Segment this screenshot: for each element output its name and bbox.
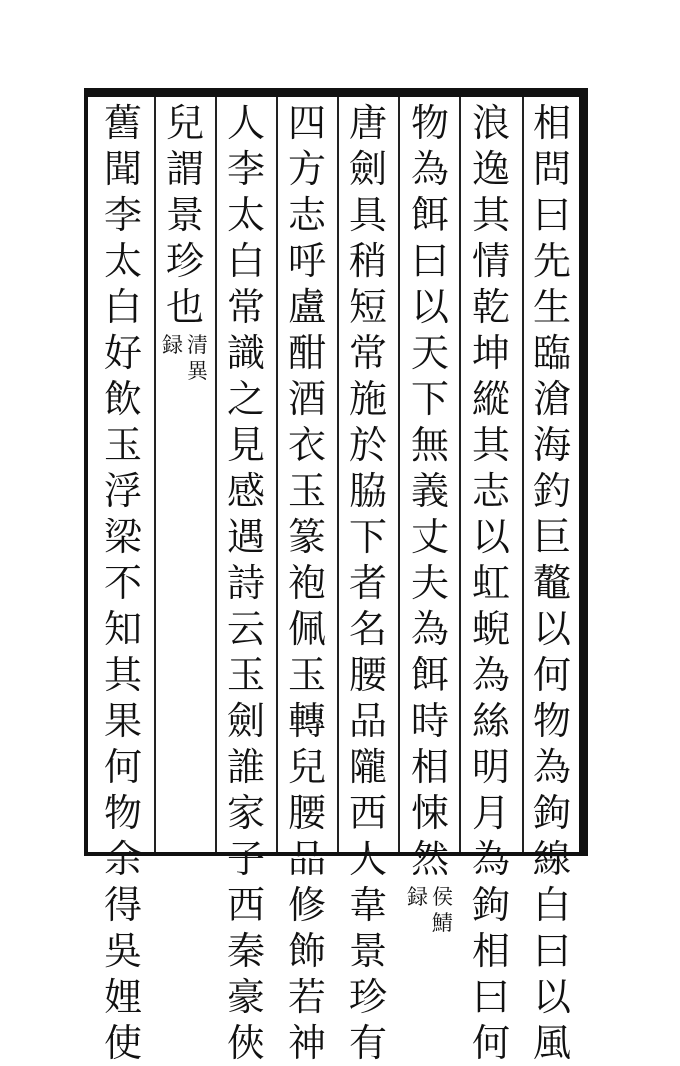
glyph: 不 bbox=[103, 561, 142, 605]
glyph: 若 bbox=[287, 975, 326, 1019]
text-column bbox=[527, 100, 577, 1065]
glyph: 見 bbox=[226, 423, 265, 467]
column-rule bbox=[398, 97, 400, 852]
glyph: 好 bbox=[103, 331, 142, 375]
glyph: 詩 bbox=[226, 561, 265, 605]
glyph: 玉 bbox=[103, 423, 142, 467]
glyph: 悚 bbox=[410, 791, 449, 835]
column-rule bbox=[459, 97, 461, 852]
glyph: 唐 bbox=[348, 101, 387, 145]
glyph: 録 bbox=[162, 333, 183, 357]
glyph: 珍 bbox=[348, 975, 387, 1019]
glyph: 臨 bbox=[532, 331, 571, 375]
glyph: 鉤 bbox=[471, 883, 510, 927]
glyph: 遇 bbox=[226, 515, 265, 559]
glyph: 酣 bbox=[287, 331, 326, 375]
glyph: 飾 bbox=[287, 929, 326, 973]
glyph: 為 bbox=[471, 653, 510, 697]
glyph: 曰 bbox=[410, 239, 449, 283]
glyph: 常 bbox=[226, 285, 265, 329]
glyph: 天 bbox=[410, 331, 449, 375]
glyph: 娌 bbox=[103, 975, 142, 1019]
glyph: 西 bbox=[348, 791, 387, 835]
text-column bbox=[221, 100, 271, 1065]
column-rule bbox=[522, 97, 524, 852]
glyph: 其 bbox=[103, 653, 142, 697]
column-main-text bbox=[288, 100, 326, 1066]
glyph: 秦 bbox=[226, 929, 265, 973]
glyph: 子 bbox=[226, 837, 265, 881]
glyph: 明 bbox=[471, 745, 510, 789]
column-rule bbox=[276, 97, 278, 852]
glyph: 為 bbox=[471, 837, 510, 881]
glyph: 曰 bbox=[532, 193, 571, 237]
glyph: 白 bbox=[103, 285, 142, 329]
glyph: 稍 bbox=[348, 239, 387, 283]
glyph: 佩 bbox=[287, 607, 326, 651]
column-rule bbox=[154, 97, 156, 852]
glyph: 白 bbox=[226, 239, 265, 283]
glyph: 何 bbox=[471, 1021, 510, 1065]
glyph: 吳 bbox=[103, 929, 142, 973]
glyph: 絲 bbox=[471, 699, 510, 743]
glyph: 異 bbox=[187, 359, 208, 383]
glyph: 西 bbox=[226, 883, 265, 927]
glyph: 虹 bbox=[471, 561, 510, 605]
glyph: 修 bbox=[287, 883, 326, 927]
column-main-text bbox=[166, 100, 204, 330]
glyph: 盧 bbox=[287, 285, 326, 329]
glyph: 誰 bbox=[226, 745, 265, 789]
glyph: 餌 bbox=[410, 193, 449, 237]
glyph: 玉 bbox=[287, 469, 326, 513]
glyph: 線 bbox=[532, 837, 571, 881]
glyph: 坤 bbox=[471, 331, 510, 375]
column-main-text bbox=[104, 100, 142, 1066]
column-main-text bbox=[472, 100, 510, 1066]
column-main-text bbox=[411, 100, 449, 882]
source-note-line bbox=[407, 884, 428, 936]
glyph: 時 bbox=[410, 699, 449, 743]
glyph: 玉 bbox=[287, 653, 326, 697]
glyph: 衣 bbox=[287, 423, 326, 467]
glyph: 人 bbox=[226, 101, 265, 145]
glyph: 方 bbox=[287, 147, 326, 191]
glyph: 兒 bbox=[287, 745, 326, 789]
column-main-text bbox=[227, 100, 265, 1066]
glyph: 李 bbox=[103, 193, 142, 237]
glyph: 以 bbox=[532, 975, 571, 1019]
glyph: 義 bbox=[410, 469, 449, 513]
glyph: 曰 bbox=[532, 929, 571, 973]
glyph: 施 bbox=[348, 377, 387, 421]
glyph: 人 bbox=[348, 837, 387, 881]
text-column bbox=[343, 100, 393, 1065]
glyph: 梁 bbox=[103, 515, 142, 559]
text-column bbox=[405, 100, 455, 935]
glyph: 鼇 bbox=[532, 561, 571, 605]
source-note-line bbox=[162, 332, 183, 384]
glyph: 先 bbox=[532, 239, 571, 283]
glyph: 轉 bbox=[287, 699, 326, 743]
glyph: 果 bbox=[103, 699, 142, 743]
glyph: 何 bbox=[532, 653, 571, 697]
glyph: 滄 bbox=[532, 377, 571, 421]
glyph: 也 bbox=[165, 285, 204, 329]
glyph: 景 bbox=[348, 929, 387, 973]
glyph: 神 bbox=[287, 1021, 326, 1065]
glyph: 俠 bbox=[226, 1021, 265, 1065]
glyph: 者 bbox=[348, 561, 387, 605]
glyph: 品 bbox=[287, 837, 326, 881]
glyph: 下 bbox=[410, 377, 449, 421]
glyph: 生 bbox=[532, 285, 571, 329]
glyph: 識 bbox=[226, 331, 265, 375]
glyph: 李 bbox=[226, 147, 265, 191]
glyph: 劍 bbox=[226, 699, 265, 743]
glyph: 有 bbox=[348, 1021, 387, 1065]
glyph: 問 bbox=[532, 147, 571, 191]
frame-top-border bbox=[84, 88, 588, 97]
glyph: 脇 bbox=[348, 469, 387, 513]
glyph: 得 bbox=[103, 883, 142, 927]
glyph: 為 bbox=[410, 147, 449, 191]
glyph: 袍 bbox=[287, 561, 326, 605]
glyph: 下 bbox=[348, 515, 387, 559]
glyph: 聞 bbox=[103, 147, 142, 191]
source-note-line bbox=[187, 332, 208, 384]
frame-right-border bbox=[579, 88, 588, 856]
glyph: 情 bbox=[471, 239, 510, 283]
glyph: 品 bbox=[348, 699, 387, 743]
glyph: 太 bbox=[226, 193, 265, 237]
glyph: 韋 bbox=[348, 883, 387, 927]
glyph: 夫 bbox=[410, 561, 449, 605]
source-note bbox=[407, 884, 453, 936]
glyph: 使 bbox=[103, 1021, 142, 1065]
glyph: 其 bbox=[471, 193, 510, 237]
source-note-line bbox=[432, 884, 453, 936]
glyph: 志 bbox=[287, 193, 326, 237]
glyph: 然 bbox=[410, 837, 449, 881]
glyph: 景 bbox=[165, 193, 204, 237]
glyph: 於 bbox=[348, 423, 387, 467]
glyph: 相 bbox=[532, 101, 571, 145]
glyph: 云 bbox=[226, 607, 265, 651]
glyph: 侯 bbox=[432, 885, 453, 909]
glyph: 余 bbox=[103, 837, 142, 881]
column-main-text bbox=[349, 100, 387, 1066]
glyph: 隴 bbox=[348, 745, 387, 789]
glyph: 風 bbox=[532, 1021, 571, 1065]
source-note bbox=[162, 332, 208, 384]
column-main-text bbox=[533, 100, 571, 1066]
glyph: 謂 bbox=[165, 147, 204, 191]
glyph: 豪 bbox=[226, 975, 265, 1019]
column-rule bbox=[337, 97, 339, 852]
glyph: 巨 bbox=[532, 515, 571, 559]
glyph: 丈 bbox=[410, 515, 449, 559]
glyph: 録 bbox=[407, 885, 428, 909]
glyph: 名 bbox=[348, 607, 387, 651]
glyph: 無 bbox=[410, 423, 449, 467]
glyph: 兒 bbox=[165, 101, 204, 145]
glyph: 何 bbox=[103, 745, 142, 789]
glyph: 四 bbox=[287, 101, 326, 145]
glyph: 蜺 bbox=[471, 607, 510, 651]
glyph: 家 bbox=[226, 791, 265, 835]
glyph: 以 bbox=[532, 607, 571, 651]
glyph: 飲 bbox=[103, 377, 142, 421]
glyph: 常 bbox=[348, 331, 387, 375]
glyph: 月 bbox=[471, 791, 510, 835]
glyph: 白 bbox=[532, 883, 571, 927]
glyph: 篆 bbox=[287, 515, 326, 559]
glyph: 相 bbox=[410, 745, 449, 789]
glyph: 之 bbox=[226, 377, 265, 421]
glyph: 劍 bbox=[348, 147, 387, 191]
glyph: 鯖 bbox=[432, 911, 453, 935]
glyph: 腰 bbox=[348, 653, 387, 697]
glyph: 太 bbox=[103, 239, 142, 283]
glyph: 鉤 bbox=[532, 791, 571, 835]
glyph: 以 bbox=[410, 285, 449, 329]
glyph: 浮 bbox=[103, 469, 142, 513]
glyph: 以 bbox=[471, 515, 510, 559]
glyph: 物 bbox=[103, 791, 142, 835]
glyph: 物 bbox=[532, 699, 571, 743]
frame-left-border bbox=[84, 88, 88, 856]
glyph: 酒 bbox=[287, 377, 326, 421]
glyph: 縱 bbox=[471, 377, 510, 421]
glyph: 乾 bbox=[471, 285, 510, 329]
glyph: 呼 bbox=[287, 239, 326, 283]
glyph: 為 bbox=[532, 745, 571, 789]
glyph: 餌 bbox=[410, 653, 449, 697]
glyph: 珍 bbox=[165, 239, 204, 283]
glyph: 感 bbox=[226, 469, 265, 513]
glyph: 為 bbox=[410, 607, 449, 651]
glyph: 玉 bbox=[226, 653, 265, 697]
glyph: 曰 bbox=[471, 975, 510, 1019]
glyph: 相 bbox=[471, 929, 510, 973]
text-column bbox=[160, 100, 210, 850]
text-column bbox=[282, 100, 332, 1065]
glyph: 清 bbox=[187, 333, 208, 357]
glyph: 知 bbox=[103, 607, 142, 651]
glyph: 浪 bbox=[471, 101, 510, 145]
glyph: 具 bbox=[348, 193, 387, 237]
glyph: 海 bbox=[532, 423, 571, 467]
text-column bbox=[98, 100, 148, 1065]
glyph: 舊 bbox=[103, 101, 142, 145]
column-rule bbox=[215, 97, 217, 852]
glyph: 短 bbox=[348, 285, 387, 329]
glyph: 志 bbox=[471, 469, 510, 513]
glyph: 釣 bbox=[532, 469, 571, 513]
glyph: 其 bbox=[471, 423, 510, 467]
glyph: 腰 bbox=[287, 791, 326, 835]
glyph: 逸 bbox=[471, 147, 510, 191]
text-column bbox=[466, 100, 516, 1065]
frame-bottom-border bbox=[84, 852, 588, 856]
glyph: 物 bbox=[410, 101, 449, 145]
